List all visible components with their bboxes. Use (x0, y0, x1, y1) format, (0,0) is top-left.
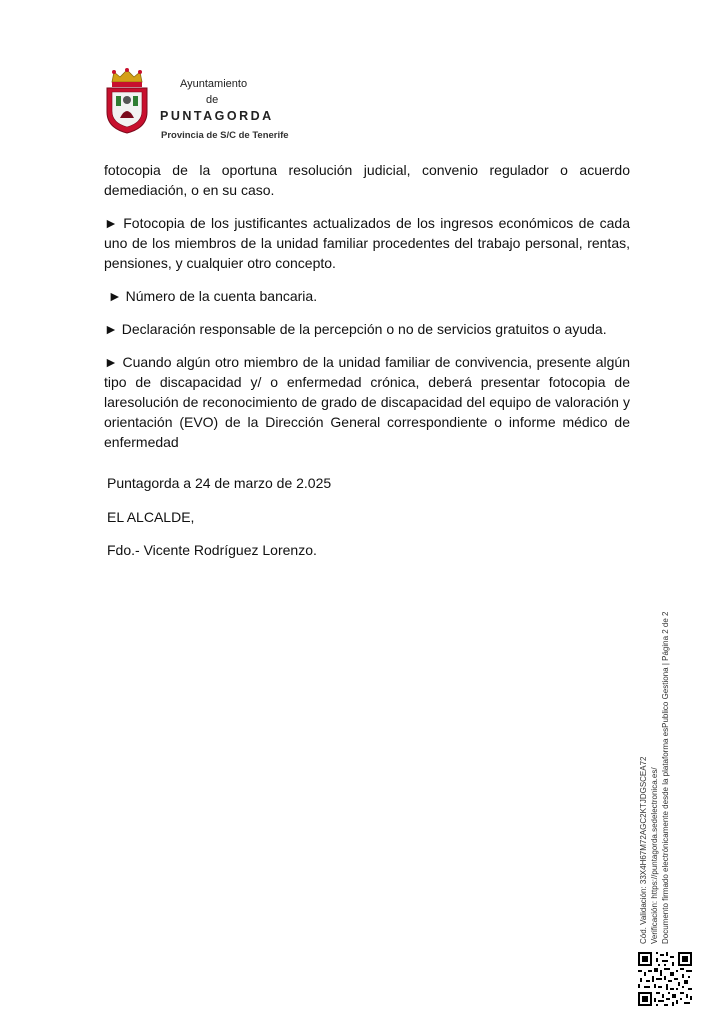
org-province: Provincia de S/C de Tenerife (161, 130, 289, 141)
verification-url[interactable]: Verificación: https://puntagorda.sedelectronica.es/ (650, 767, 659, 944)
paragraph-resolucion: fotocopia de la oportuna resolución judicial, convenio regulador o acuerdo demediación, o en su caso. (104, 162, 630, 198)
paragraph-declaracion: ► Declaración responsable de la percepción o no de servicios gratuitos o ayuda. (104, 321, 607, 337)
validation-text (638, 611, 704, 944)
signature-platform-note: Documento firmado electrónicamente desde la plataforma esPublico Gestiona | Página 2 de 2 (661, 611, 670, 944)
coat-of-arms-icon (104, 68, 150, 134)
document-body (104, 160, 630, 465)
validation-code: Cód. Validación: 33X4H67M72AGC2KTJDGSCEA72 (639, 756, 648, 944)
org-line-ayuntamiento: Ayuntamiento (180, 78, 248, 90)
signer-name: Fdo.- Vicente Rodríguez Lorenzo. (107, 542, 317, 558)
signer-role: EL ALCALDE, (107, 509, 195, 525)
org-municipality: PUNTAGORDA (160, 109, 274, 123)
paragraph-cuenta-bancaria: ► Número de la cuenta bancaria. (104, 288, 318, 304)
paragraph-discapacidad: ► Cuando algún otro miembro de la unidad familiar de convivencia, presente algún tipo de discapacidad y/ o enfermedad crónica, deberá presentar fotocopia de laresolución de reconocimiento de grado de discapacidad del equipo de valoración y orientación (EVO) de la Dirección General correspondiente o informe médico de enfermedad (104, 354, 630, 450)
paragraph-ingresos: ► Fotocopia de los justificantes actualizados de los ingresos económicos de cada uno de los miembros de la unidad familiar procedentes del trabajo personal, rentas, pensiones, y cualquier otro concepto. (104, 215, 630, 271)
qr-code-icon (638, 952, 692, 1006)
org-line-de: de (206, 94, 219, 106)
validation-sidebar (638, 611, 704, 944)
place-date: Puntagorda a 24 de marzo de 2.025 (107, 475, 332, 491)
letterhead (104, 68, 364, 148)
